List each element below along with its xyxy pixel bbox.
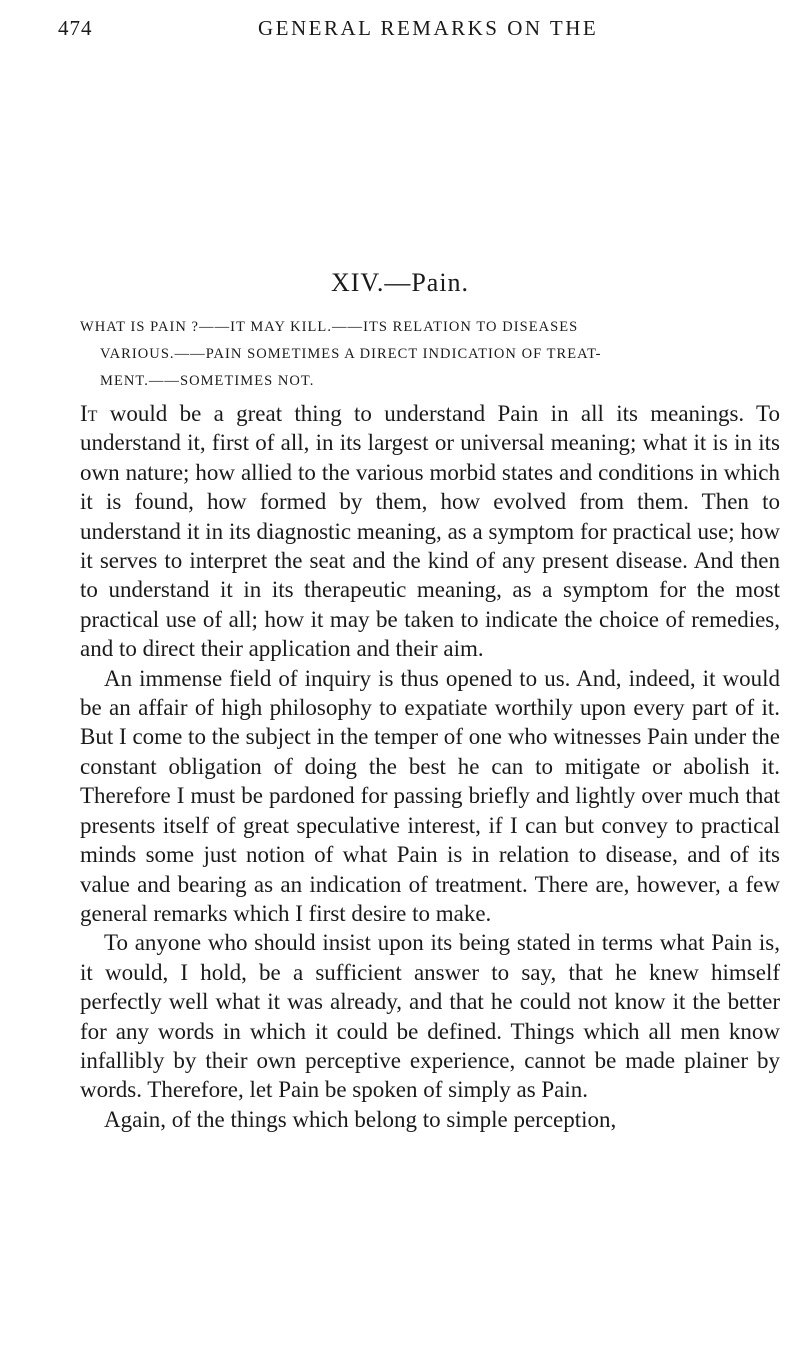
paragraph <box>80 399 780 664</box>
paragraph <box>80 1105 780 1134</box>
paragraph-text: Again, of the things which belong to simple perception, <box>104 1106 617 1132</box>
paragraph-text: To anyone who should insist upon its being stated in terms what Pain is, it would, I hold, be a sufficient answer to say, that he knew himself perfectly well what it was already, and that he could not know it the better for any words in which it could be defined. Things which all men know infallibly by their own perceptive experience, cannot be made plainer by words. Therefore, let Pain be spoken of simply as Pain. <box>80 930 780 1103</box>
synopsis-line: MENT.——SOMETIMES NOT. <box>100 373 315 389</box>
running-head <box>58 10 776 44</box>
running-title: GENERAL REMARKS ON THE <box>258 16 599 40</box>
synopsis-line: WHAT IS PAIN ?——IT MAY KILL.——ITS RELATION TO DISEASES <box>80 319 579 335</box>
synopsis-line: VARIOUS.——PAIN SOMETIMES A DIRECT INDICATION OF TREAT- <box>100 346 602 362</box>
paragraph <box>80 664 780 929</box>
chapter-heading: XIV.—Pain. <box>330 268 470 297</box>
paragraph-lead-word: It <box>80 401 98 426</box>
paragraph <box>80 928 780 1104</box>
body-text <box>80 399 780 1134</box>
chapter-synopsis <box>80 314 780 395</box>
paragraph-text: An immense field of inquiry is thus opened to us. And, indeed, it would be an affair of high philosophy to expatiate worthily upon every part of it. But I come to the subject in the temper of one who witnesses Pain under the constant obligation of doing the best he can to mitigate or abolish it. Therefore I must be pardoned for passing briefly and lightly over much that presents itself of great speculative interest, if I can but convey to practical minds some just notion of what Pain is in relation to disease, and of its value and bearing as an indication of treatment. There are, however, a few general remarks which I first desire to make. <box>80 665 780 926</box>
page-number: 474 <box>58 16 93 40</box>
paragraph-text: would be a great thing to understand Pain in all its meanings. To understand it, first of all, in its largest or universal meaning; what it is in its own nature; how allied to the various morbid states and conditions in which it is found, how formed by them, how evolved from them. Then to understand it in its diagnostic meaning, as a symptom for practical use; how it serves to interpret the seat and the kind of any present disease. And then to understand it in its therapeutic meaning, as a symptom for the most practical use of all; how it may be taken to indicate the choice of remedies, and to direct their application and their aim. <box>80 401 780 662</box>
